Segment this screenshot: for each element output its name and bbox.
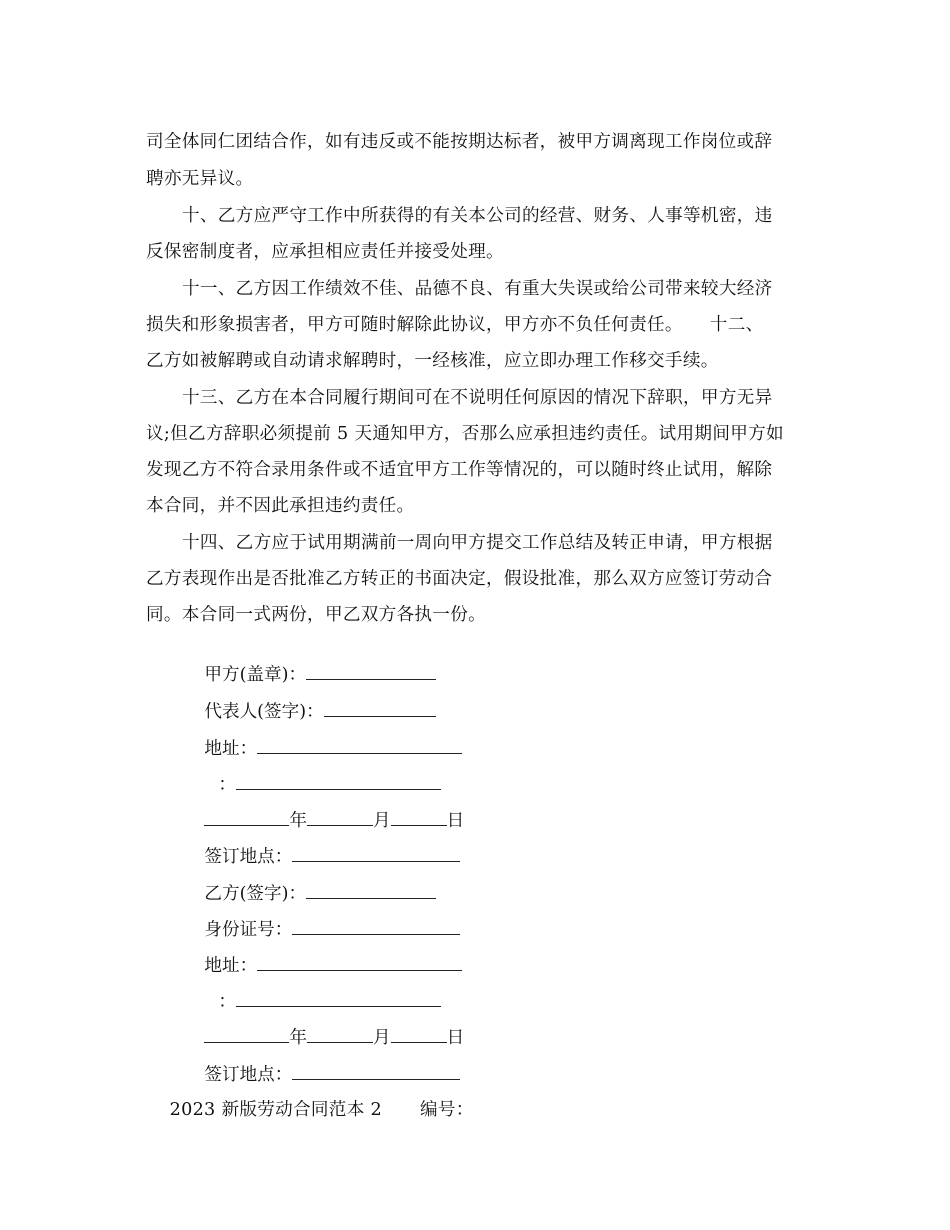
paragraph-line: 乙方如被解聘或自动请求解聘时，一经核准，应立即办理工作移交手续。 [146,351,719,371]
party-b-address-label: 地址： [204,956,258,976]
party-b-id-label: 身份证号： [204,920,293,940]
paragraph-line: 十一、乙方因工作绩效不佳、品德不良、有重大失误或给公司带来较大经济 [182,279,773,299]
day-label: 日 [446,1028,465,1048]
month-label: 月 [372,811,391,831]
paragraph-line: 同。本合同一式两份，甲乙双方各执一份。 [146,605,486,625]
paragraph-line: 反保密制度者，应承担相应责任并接受处理。 [146,242,504,262]
paragraph-line: 聘亦无异议。 [146,169,254,189]
party-a-rep-label: 代表人(签字)： [204,702,324,722]
month-label: 月 [372,1028,391,1048]
paragraph-line: 本合同，并不因此承担违约责任。 [146,496,415,516]
next-contract-title-row [146,1077,474,1143]
party-a-address-label: 地址： [204,739,258,759]
paragraph-line: 议;但乙方辞职必须提前 5 天通知甲方，否那么应承担违约责任。试用期间甲方如 [146,424,784,444]
paragraph-line: 十三、乙方在本合同履行期间可在不说明任何原因的情况下辞职，甲方无异 [182,388,773,408]
party-b-sign-label: 乙方(签字)： [204,884,307,904]
party-b-place-label: 签订地点： [204,1065,293,1085]
paragraph-line: 十四、乙方应于试用期满前一周向甲方提交工作总结及转正申请，甲方根据 [182,533,773,553]
paragraph-line: 司全体同仁团结合作，如有违反或不能按期达标者，被甲方调离现工作岗位或辞 [146,132,773,152]
day-label: 日 [446,811,465,831]
party-a-place-label: 签订地点： [204,847,293,867]
year-label: 年 [289,811,307,831]
paragraph-line: 乙方表现作出是否批准乙方转正的书面决定，假设批准，那么双方应签订劳动合 [146,569,773,589]
paragraph-line: 十、乙方应严守工作中所获得的有关本公司的经营、财务、人事等机密，违 [182,206,773,226]
paragraph-line: 损失和形象损害者，甲方可随时解除此协议，甲方亦不负任何责任。 十二、 [146,315,764,335]
party-a-colon-label: ： [218,775,236,795]
next-contract-title: 2023 新版劳动合同范本 2 [169,1100,382,1120]
paragraph-line: 发现乙方不符合录用条件或不适宜甲方工作等情况的，可以随时终止试用，解除 [146,460,773,480]
year-label: 年 [289,1028,307,1048]
party-a-seal-label: 甲方(盖章)： [204,665,307,685]
party-b-colon-label: ： [218,992,236,1012]
contract-number-label: 编号： [419,1100,474,1120]
